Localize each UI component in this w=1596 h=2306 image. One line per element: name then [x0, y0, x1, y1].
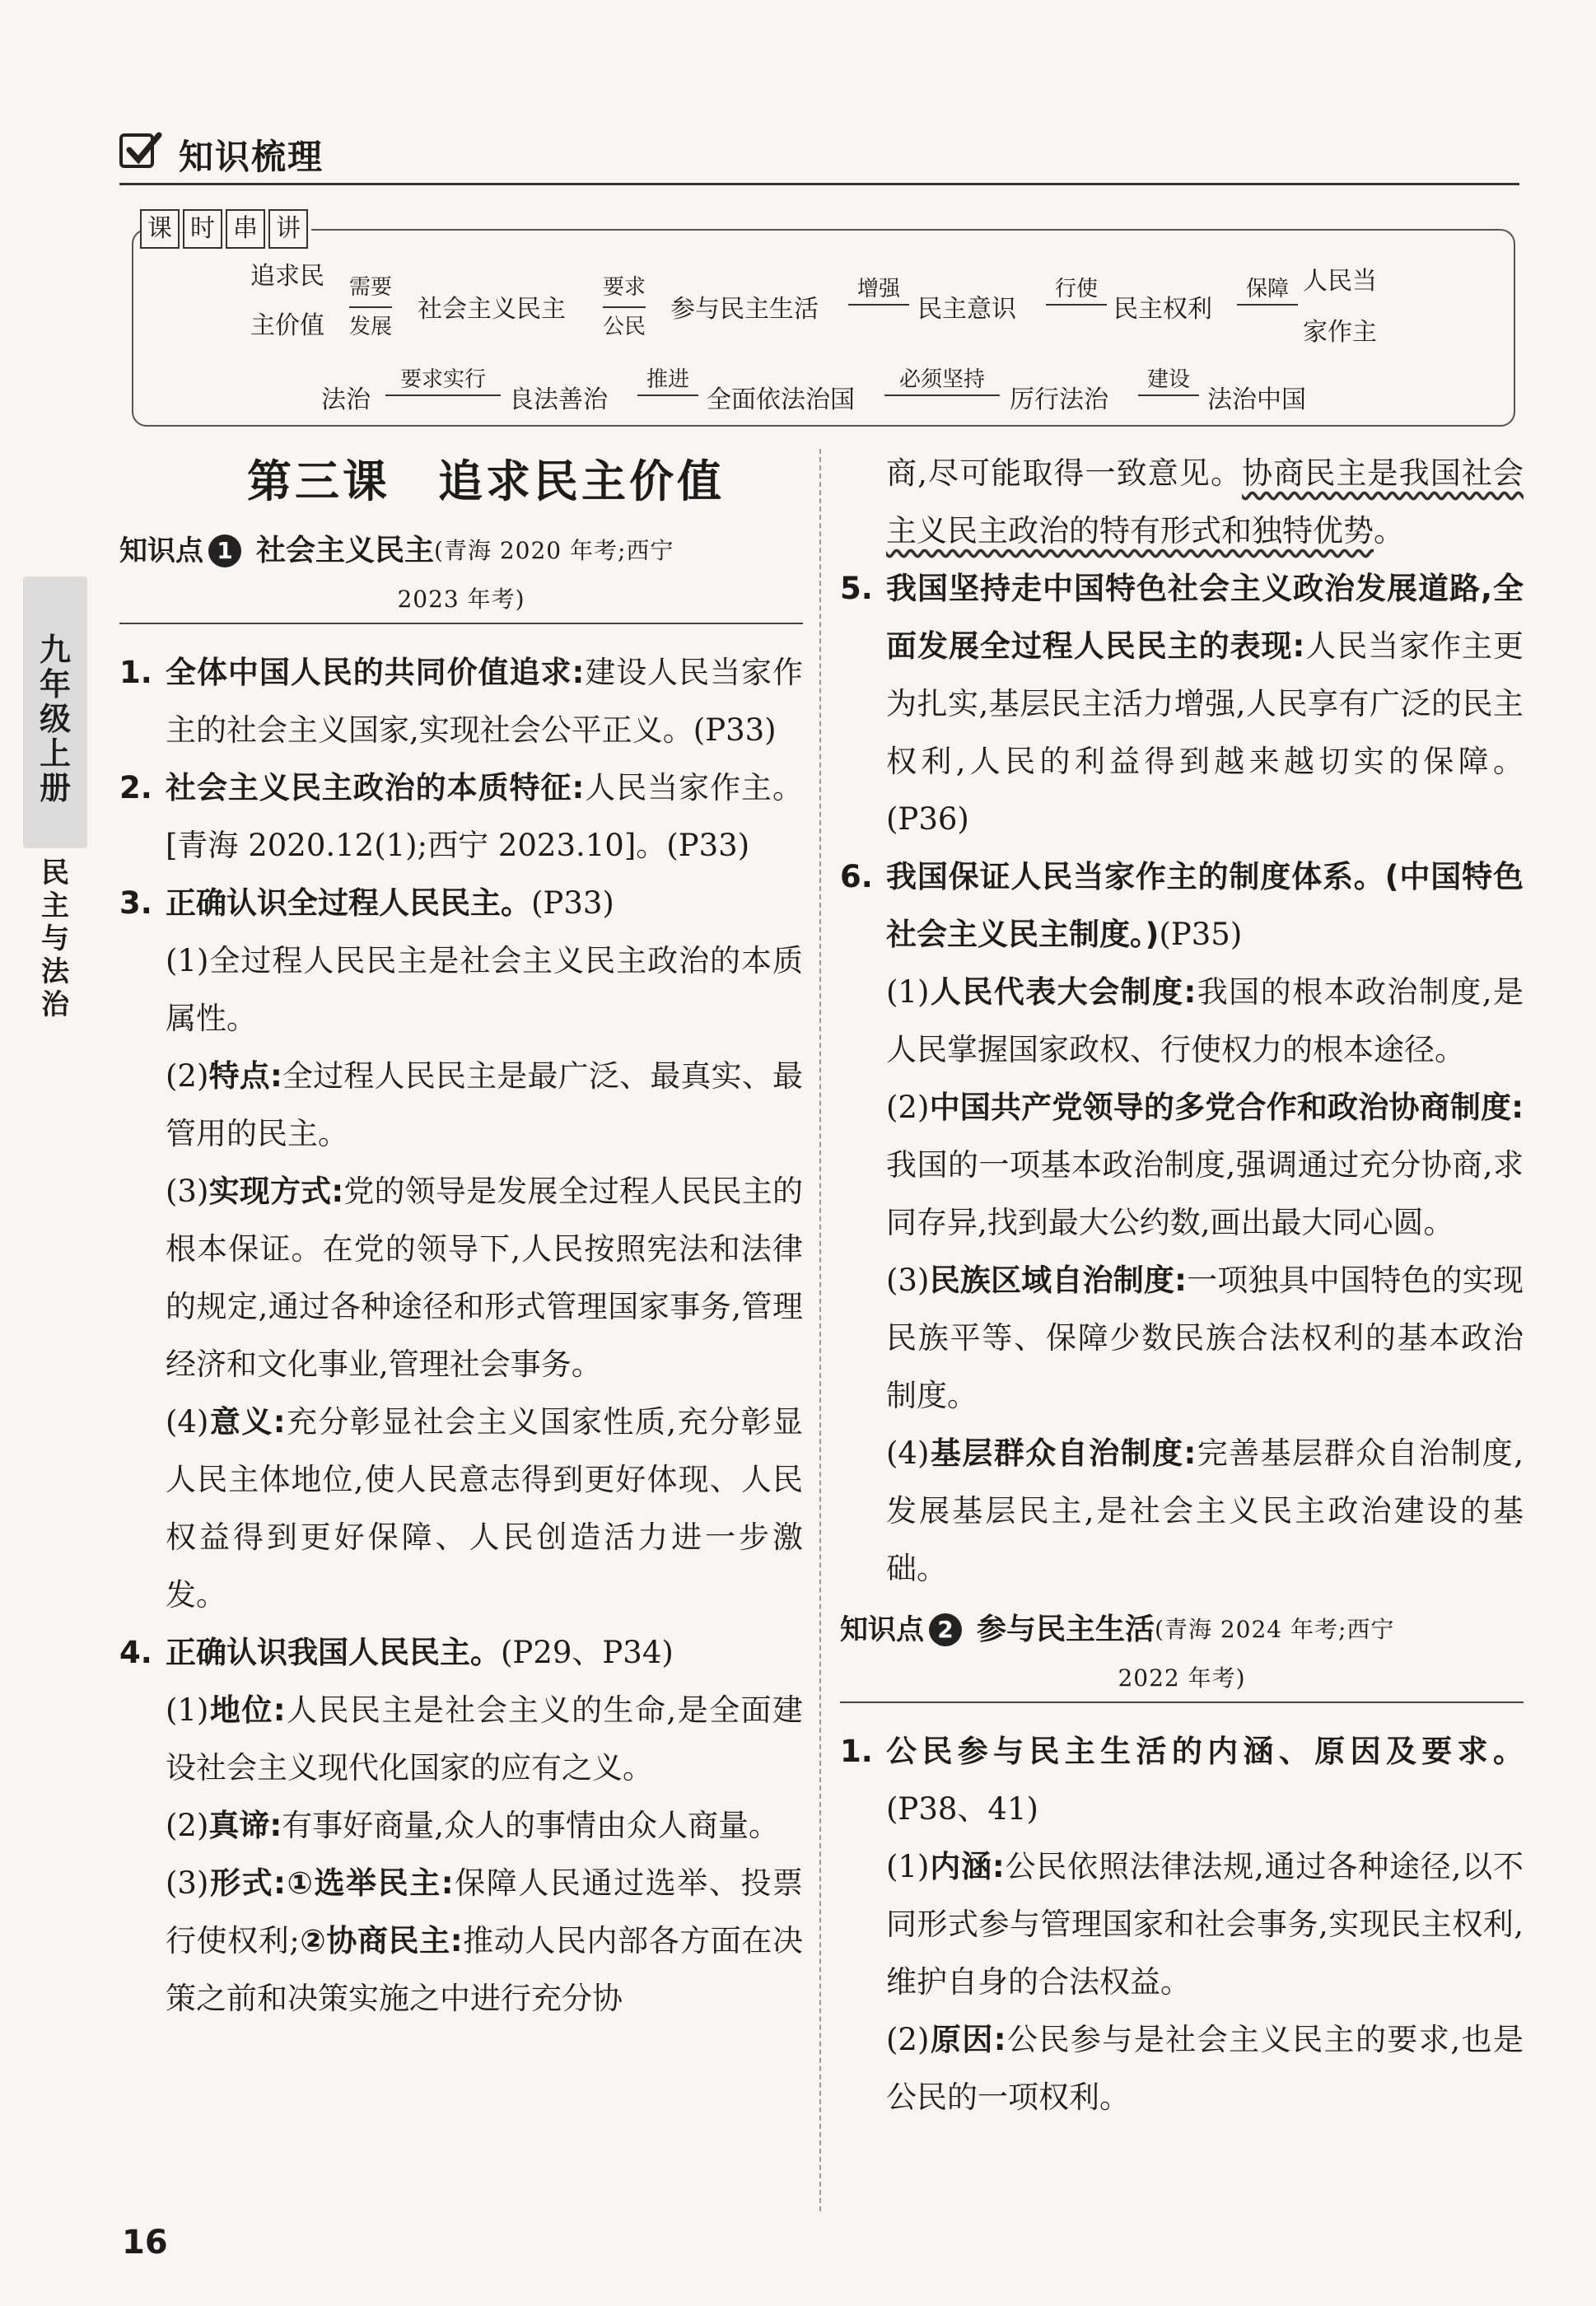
sub-prefix: (1) [886, 974, 930, 1010]
kp-title: 社会主义民主 [256, 534, 435, 567]
sub-prefix: (1) [886, 1849, 930, 1884]
list-item [119, 759, 803, 875]
sub-text: 我国的一项基本政治制度,强调通过充分协商,求同存异,找到最大公约数,画出最大同心圆。 [886, 1147, 1524, 1240]
concept-node: 良法善治 [509, 385, 608, 414]
kp-tag: 知识点 [119, 534, 203, 567]
item-number: 4. [119, 1635, 152, 1670]
relation-label [848, 272, 909, 306]
sub-lead: 特点: [208, 1058, 282, 1094]
relation-label [1138, 362, 1199, 396]
concept-node: 民主意识 [917, 295, 1016, 324]
relation-label [884, 362, 1000, 396]
lesson-title: 第三课 追求民主价值 [247, 455, 725, 507]
page-number: 16 [122, 2224, 168, 2262]
sub-lead: 原因: [929, 2022, 1006, 2057]
item-lead: 我国保证人民当家作主的制度体系。(中国特色社会主义民主制度。) [886, 859, 1524, 952]
sub-lead: 真谛: [208, 1808, 282, 1843]
kp-title: 参与民主生活 [977, 1613, 1155, 1646]
sub-item [119, 1393, 803, 1624]
relation-text: 推进 [646, 367, 689, 392]
list-item [840, 1723, 1524, 1838]
item-lead: 公民参与民主生活的内涵、原因及要求。 [886, 1734, 1524, 1769]
item-lead: 全体中国人民的共同价值追求: [166, 655, 585, 690]
item-text: (P38、41) [886, 1791, 1038, 1827]
checkbox-icon [119, 133, 154, 168]
sub-prefix: (1) [166, 1692, 209, 1728]
sub-text: 全过程人民民主是最广泛、最真实、最管用的民主。 [166, 1058, 804, 1151]
concept-node: 人民当 [1303, 267, 1377, 296]
item-text: 建设人民当家作主的社会主义国家,实现社会公平正义。(P33) [166, 655, 804, 748]
sub-item [119, 1797, 803, 1855]
relation-label-bottom: 公民 [603, 306, 646, 346]
kp-number-badge: 1 [208, 534, 241, 567]
item-lead: 我国坚持走中国特色社会主义政治发展道路,全面发展全过程人民民主的表现: [886, 571, 1524, 664]
sub-item [840, 1838, 1524, 2011]
concept-node: 全面依法治国 [707, 385, 855, 414]
relation-label-bottom: 发展 [349, 306, 392, 346]
relation-label [637, 362, 698, 396]
relation-text: 建设 [1146, 367, 1190, 392]
item-number: 1. [119, 655, 152, 690]
sub-prefix: (4) [166, 1404, 209, 1440]
kp-tag: 知识点 [840, 1613, 924, 1646]
right-column [840, 445, 1524, 2126]
sub-lead: ①选举民主: [285, 1865, 454, 1901]
item-text: 人民当家作主更为扎实,基层民主活力增强,人民享有广泛的民主权利,人民的利益得到越来越切实的保障。(P36) [886, 628, 1524, 837]
summary-tab-char: 串 [226, 209, 265, 249]
concept-node: 法治中国 [1207, 385, 1306, 414]
relation-text: 要求实行 [399, 367, 486, 392]
sub-text: 一项独具中国特色的实现民族平等、保障少数民族合法权利的基本政治制度。 [886, 1263, 1524, 1413]
item-lead: 正确认识全过程人民民主。 [166, 885, 531, 921]
kp-source-cont: 2023 年考) [397, 586, 525, 613]
kp-number-badge: 2 [929, 1613, 962, 1646]
kp-source: (青海 2020 年考;西宁 [434, 537, 674, 564]
concept-node: 社会主义民主 [418, 295, 566, 324]
item-number: 1. [840, 1734, 873, 1769]
kp-source: (青海 2024 年考;西宁 [1155, 1616, 1395, 1643]
sub-lead: 实现方式: [208, 1174, 344, 1209]
item-lead: 社会主义民主政治的本质特征: [166, 770, 585, 805]
sub-text: 充分彰显社会主义国家性质,充分彰显人民主体地位,使人民意志得到更好体现、人民权益得到更好保障、人民创造活力进一步激发。 [166, 1404, 804, 1613]
header-title: 知识梳理 [179, 137, 324, 177]
sub-text: 商,尽可能取得一致意见。 [886, 455, 1243, 491]
grade-side-tab [23, 576, 87, 848]
sub-lead: 内涵: [929, 1849, 1005, 1884]
grade-label: 九年级上册 [39, 632, 71, 806]
list-item [119, 875, 803, 932]
knowledge-point-heading [119, 525, 803, 624]
relation-text: 必须坚持 [898, 367, 985, 392]
sub-text: 党的领导是发展全过程人民民主的根本保证。在党的领导下,人民按照宪法和法律的规定,通过各种途径和形式管理国家事务,管理经济和文化事业,管理社会事务。 [166, 1174, 804, 1382]
subject-label: 民主与法治 [41, 857, 69, 1021]
sub-prefix: (4) [886, 1435, 930, 1471]
sub-prefix: (2) [166, 1058, 209, 1094]
relation-label-top: 需要 [349, 275, 393, 300]
sub-text: 我国的根本政治制度,是人民掌握国家政权、行使权力的根本途径。 [886, 974, 1524, 1067]
sub-text: 有事好商量,众人的事情由众人商量。 [282, 1808, 779, 1843]
concept-node: 主价值 [250, 311, 324, 340]
left-column [119, 445, 803, 2028]
item-text: 人民当家作主。[青海 2020.12(1);西宁 2023.10]。(P33) [166, 770, 804, 863]
summary-tab-char: 课 [140, 209, 180, 249]
concept-node: 追求民 [250, 262, 324, 291]
relation-label [1046, 272, 1107, 306]
concept-node: 家作主 [1303, 318, 1377, 347]
sub-item [840, 1252, 1524, 1425]
summary-tab-char: 时 [183, 209, 222, 249]
item-number: 3. [119, 885, 152, 921]
concept-node: 厉行法治 [1010, 385, 1108, 414]
lesson-summary-box [132, 214, 1515, 427]
list-item [119, 1624, 803, 1682]
list-item [840, 560, 1524, 848]
sub-prefix: (3) [886, 1263, 930, 1298]
list-item [119, 644, 803, 759]
sub-text: (1)全过程人民民主是社会主义民主政治的本质属性。 [166, 943, 803, 1036]
sub-prefix: (2) [886, 2022, 930, 2057]
relation-text: 行使 [1054, 277, 1098, 301]
sub-item [119, 1855, 803, 2028]
sub-lead: 民族区域自治制度: [929, 1263, 1187, 1298]
item-lead: 正确认识我国人民民主。 [166, 1635, 501, 1670]
item-number: 5. [840, 571, 873, 606]
emphasis-text: 协商民主是我国社会主义民主政治的特有形式和独特优势 [886, 455, 1524, 548]
item-number: 2. [119, 770, 152, 805]
relation-label [603, 268, 646, 346]
column-divider [819, 449, 821, 2211]
sub-item [840, 1079, 1524, 1252]
knowledge-point-heading [840, 1604, 1524, 1703]
concept-node: 法治 [321, 385, 371, 414]
relation-label [385, 362, 501, 396]
sub-text: 。 [1374, 513, 1404, 548]
kp-source-cont: 2022 年考) [1118, 1664, 1246, 1692]
sub-prefix: (2) [166, 1808, 209, 1843]
sub-lead: 中国共产党领导的多党合作和政治协商制度: [929, 1090, 1524, 1125]
summary-tabs [140, 209, 311, 249]
sub-text: 公民参与是社会主义民主的要求,也是公民的一项权利。 [886, 2022, 1524, 2115]
sub-prefix: (2) [886, 1090, 930, 1125]
sub-item [119, 932, 803, 1048]
sub-item [119, 1163, 803, 1393]
relation-label [349, 268, 392, 346]
sub-text: 推动人民内部各方面在决策之前和决策实施之中进行充分协 [166, 1923, 804, 2016]
sub-prefix: (3) [166, 1174, 209, 1209]
section-header [119, 130, 1519, 185]
summary-tab-char: 讲 [268, 209, 308, 249]
sub-lead: 意义: [208, 1404, 286, 1440]
relation-label [1237, 272, 1298, 306]
sub-item [840, 1425, 1524, 1598]
sub-lead: 人民代表大会制度: [929, 974, 1197, 1010]
item-number: 6. [840, 859, 873, 894]
sub-lead: 地位: [208, 1692, 286, 1728]
relation-text: 增强 [856, 277, 900, 301]
sub-lead: 形式: [208, 1865, 286, 1901]
list-item [840, 848, 1524, 964]
sub-lead: ②协商民主: [299, 1923, 463, 1958]
sub-item-continued [840, 445, 1524, 560]
item-text: (P33) [531, 885, 614, 921]
relation-text: 保障 [1245, 277, 1289, 301]
sub-text: 完善基层群众自治制度,发展基层民主,是社会主义民主政治建设的基础。 [886, 1435, 1524, 1586]
sub-item [840, 964, 1524, 1079]
concept-node: 民主权利 [1113, 295, 1212, 324]
sub-item [119, 1682, 803, 1797]
sub-prefix: (3) [166, 1865, 209, 1901]
item-text: (P29、P34) [501, 1635, 674, 1670]
item-text: (P35) [1159, 917, 1243, 952]
concept-node: 参与民主生活 [670, 295, 819, 324]
sub-text: 保障人民通过选举、投票行使权利; [166, 1865, 804, 1958]
sub-lead: 基层群众自治制度: [929, 1435, 1197, 1471]
sub-text: 公民依照法律法规,通过各种途径,以不同形式参与管理国家和社会事务,实现民主权利,维护自身的合法权益。 [886, 1849, 1524, 2000]
sub-item [840, 2011, 1524, 2126]
sub-item [119, 1048, 803, 1163]
sub-text: 人民民主是社会主义的生命,是全面建设社会主义现代化国家的应有之义。 [166, 1692, 804, 1786]
relation-label-top: 要求 [603, 275, 646, 300]
